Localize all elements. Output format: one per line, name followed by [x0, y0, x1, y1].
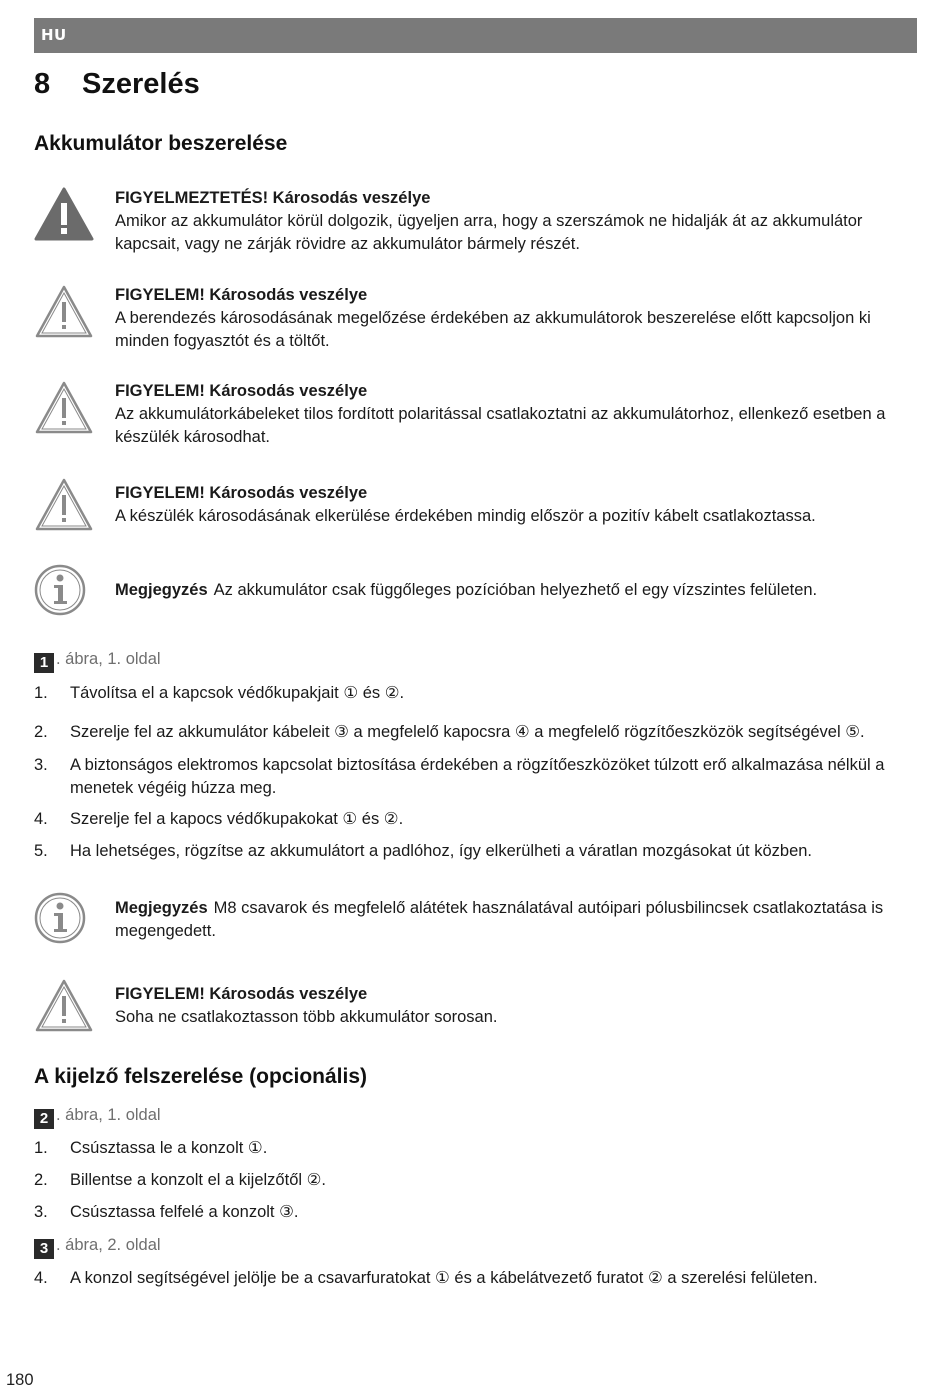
notice-text: Soha ne csatlakoztasson több akkumulátor sorosan. [115, 1008, 498, 1026]
notice-text: A berendezés károsodásának megelőzése érdekében az akkumulátorok beszerelése előtt kapcsoljon ki minden fogyasztót és a töltőt. [115, 309, 871, 350]
step-text: Billentse a konzolt el a kijelzőtől ②. [70, 1171, 326, 1189]
notice-text: Amikor az akkumulátor körül dolgozik, ügyeljen arra, hogy a szerszámok ne hidalják át az akkumulátor kapcsait, vagy ne zárják rövidre az akkumulátor bármely részét. [115, 212, 863, 253]
step-text: Szerelje fel az akkumulátor kábeleit ③ a megfelelő kapocsra ④ a megfelelő rögzítőeszközök segítségével ⑤. [70, 723, 865, 741]
step-number: 1. [34, 1139, 48, 1157]
caution-notice [34, 284, 917, 354]
note-label: Megjegyzés [115, 581, 208, 599]
figure-reference-text: . ábra, 2. oldal [56, 1236, 161, 1254]
list-item [34, 721, 917, 744]
step-number: 3. [34, 756, 48, 774]
list-item [34, 754, 917, 800]
language-code: HU [41, 26, 67, 44]
step-number: 4. [34, 810, 48, 828]
step-number: 2. [34, 1171, 48, 1189]
caution-icon [34, 380, 94, 436]
list-item [34, 1201, 917, 1224]
info-icon [34, 890, 94, 946]
note-text: Az akkumulátor csak függőleges pozícióban helyezhető el egy vízszintes felületen. [213, 581, 818, 599]
caution-notice [34, 978, 917, 1034]
caution-notice [34, 477, 917, 537]
list-item [34, 1267, 917, 1290]
section-heading-display: A kijelző felszerelése (opcionális) [34, 1065, 368, 1088]
chapter-number: 8 [34, 68, 51, 100]
step-text: Távolítsa el a kapcsok védőkupakjait ① és ②. [70, 684, 405, 702]
figure-number-badge: 3 [34, 1239, 54, 1259]
notice-title: FIGYELEM! Károsodás veszélye [115, 484, 368, 502]
step-number: 4. [34, 1269, 48, 1287]
step-text: Csúsztassa le a konzolt ①. [70, 1139, 268, 1157]
caution-icon [34, 978, 94, 1034]
notice-text: A készülék károsodásának elkerülése érdekében mindig először a pozitív kábelt csatlakoztassa. [115, 507, 816, 525]
step-number: 2. [34, 723, 48, 741]
notice-title: FIGYELEM! Károsodás veszélye [115, 985, 368, 1003]
chapter-title [34, 68, 200, 101]
page-number: 180 [6, 1371, 34, 1389]
step-number: 5. [34, 842, 48, 860]
caution-notice [34, 380, 917, 450]
list-item [34, 682, 917, 705]
note-text: M8 csavarok és megfelelő alátétek használatával autóipari pólusbilincsek csatlakoztatása is megengedett. [115, 899, 884, 940]
warning-icon [34, 187, 94, 243]
chapter-title-text: Szerelés [82, 68, 200, 100]
figure-reference [34, 650, 161, 673]
section-heading-battery: Akkumulátor beszerelése [34, 132, 288, 155]
step-number: 1. [34, 684, 48, 702]
step-text: A biztonságos elektromos kapcsolat biztosítása érdekében a rögzítőeszközöket túlzott erő alkalmazása nélkül a menetek végéig húzza meg. [70, 756, 885, 797]
notice-title: FIGYELEM! Károsodás veszélye [115, 286, 368, 304]
figure-reference-text: . ábra, 1. oldal [56, 650, 161, 668]
step-text: Szerelje fel a kapocs védőkupakokat ① és ②. [70, 810, 404, 828]
figure-number-badge: 1 [34, 653, 54, 673]
caution-icon [34, 477, 94, 533]
figure-reference [34, 1236, 161, 1259]
list-item [34, 1169, 917, 1192]
step-text: Csúsztassa felfelé a konzolt ③. [70, 1203, 299, 1221]
figure-number-badge: 2 [34, 1109, 54, 1129]
language-header-bar [34, 18, 917, 53]
caution-icon [34, 284, 94, 340]
notice-text: Az akkumulátorkábeleket tilos fordított polaritással csatlakoztatni az akkumulátorhoz, ellenkező esetben a készülék károsodhat. [115, 405, 886, 446]
step-number: 3. [34, 1203, 48, 1221]
info-note [34, 562, 917, 618]
step-text: Ha lehetséges, rögzítse az akkumulátort a padlóhoz, így elkerülheti a váratlan mozgásokat út közben. [70, 842, 813, 860]
step-text: A konzol segítségével jelölje be a csavarfuratokat ① és a kábelátvezető furatot ② a szerelési felületen. [70, 1269, 818, 1287]
figure-reference [34, 1106, 161, 1129]
warning-notice [34, 187, 917, 257]
list-item [34, 808, 917, 831]
notice-title: FIGYELEM! Károsodás veszélye [115, 382, 368, 400]
notice-title: FIGYELMEZTETÉS! Károsodás veszélye [115, 189, 431, 207]
figure-reference-text: . ábra, 1. oldal [56, 1106, 161, 1124]
info-note [34, 890, 917, 946]
note-label: Megjegyzés [115, 899, 208, 917]
info-icon [34, 562, 94, 618]
list-item [34, 1137, 917, 1160]
list-item [34, 840, 917, 863]
